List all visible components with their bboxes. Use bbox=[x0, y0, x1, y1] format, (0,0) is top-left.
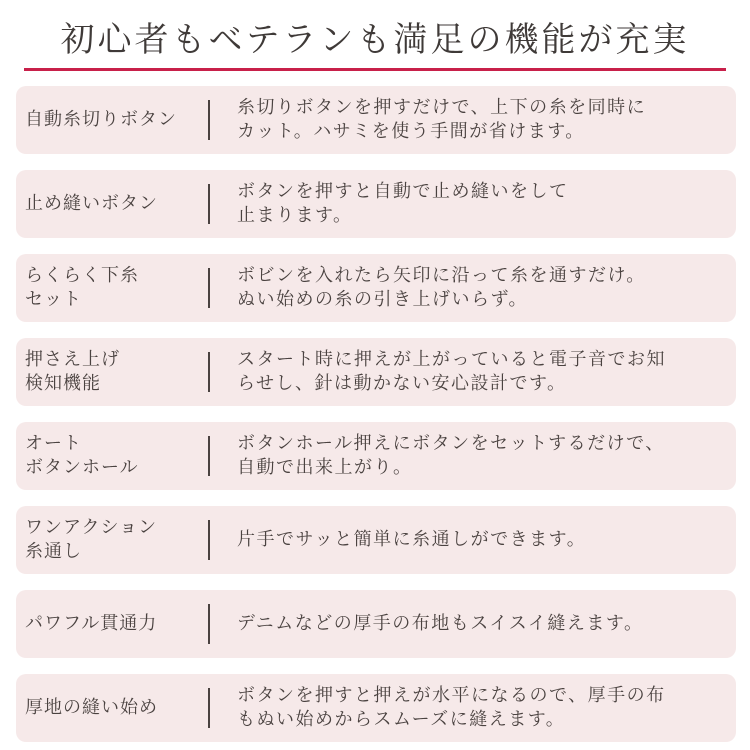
feature-row bbox=[16, 338, 736, 406]
feature-label: 止め縫いボタン bbox=[25, 193, 158, 214]
row-divider bbox=[208, 436, 210, 476]
row-divider bbox=[208, 100, 210, 140]
feature-description: ボビンを入れたら矢印に沿って糸を通すだけ。 ぬい始めの糸の引き上げいらず。 bbox=[237, 265, 646, 310]
row-divider bbox=[208, 520, 210, 560]
feature-row bbox=[16, 674, 736, 742]
page-title: 初心者もベテランも満足の機能が充実 bbox=[60, 20, 690, 60]
feature-row bbox=[16, 170, 736, 238]
row-divider bbox=[208, 184, 210, 224]
feature-description: ボタンを押すと自動で止め縫いをして 止まります。 bbox=[237, 181, 569, 226]
feature-label: らくらく下糸 セット bbox=[25, 265, 139, 310]
feature-label: 厚地の縫い始め bbox=[25, 697, 158, 718]
feature-label: 押さえ上げ 検知機能 bbox=[25, 349, 120, 394]
feature-label: 自動糸切りボタン bbox=[25, 109, 177, 130]
feature-description: ボタンを押すと押えが水平になるので、厚手の布 もぬい始めからスムーズに縫えます。 bbox=[237, 685, 666, 730]
title-underline bbox=[24, 68, 726, 71]
feature-description: 糸切りボタンを押すだけで、上下の糸を同時に カット。ハサミを使う手間が省けます。 bbox=[237, 97, 647, 142]
feature-row bbox=[16, 254, 736, 322]
row-divider bbox=[208, 688, 210, 728]
feature-description: ボタンホール押えにボタンをセットするだけで、 自動で出来上がり。 bbox=[237, 433, 665, 478]
feature-description: スタート時に押えが上がっていると電子音でお知 らせし、針は動かない安心設計です。 bbox=[237, 349, 666, 394]
feature-row bbox=[16, 590, 736, 658]
row-divider bbox=[208, 604, 210, 644]
feature-row bbox=[16, 86, 736, 154]
feature-label: パワフル貫通力 bbox=[25, 613, 158, 634]
feature-label: ワンアクション 糸通し bbox=[25, 517, 158, 562]
feature-row bbox=[16, 422, 736, 490]
feature-description: デニムなどの厚手の布地もスイスイ縫えます。 bbox=[237, 613, 644, 634]
feature-description: 片手でサッと簡単に糸通しができます。 bbox=[237, 529, 587, 550]
feature-row bbox=[16, 506, 736, 574]
row-divider bbox=[208, 352, 210, 392]
feature-label: オート ボタンホール bbox=[25, 433, 139, 478]
row-divider bbox=[208, 268, 210, 308]
